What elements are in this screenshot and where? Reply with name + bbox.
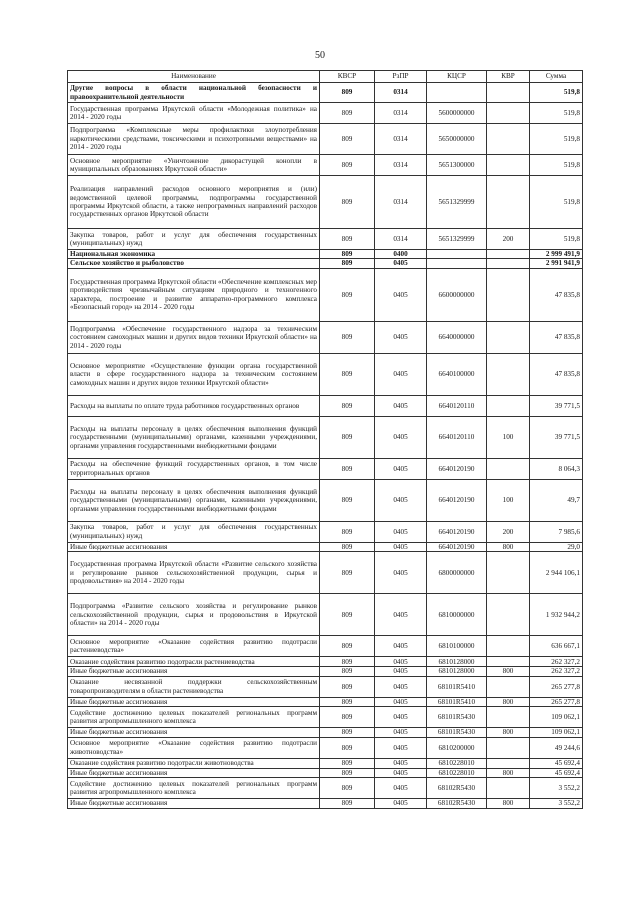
kcsr-cell <box>427 83 487 103</box>
kvsr-cell: 809 <box>320 155 375 176</box>
rzpr-cell: 0405 <box>375 268 427 321</box>
sum-cell: 2 944 106,1 <box>530 552 583 594</box>
name-cell: Государственная программа Иркутской области «Обеспечение комплексных мер противодействия чрезвычайным ситуациям природного и техногенного характера, построение и развитие аппаратно-программного комплекса «Безопасный город» на 2014 - 2020 годы <box>68 268 320 321</box>
kcsr-cell: 6810200000 <box>427 737 487 758</box>
sum-cell: 519,8 <box>530 155 583 176</box>
column-header-kvr: КВР <box>487 71 530 83</box>
sum-cell: 109 062,1 <box>530 707 583 728</box>
kcsr-cell: 5651329999 <box>427 229 487 250</box>
column-header-kcsr: КЦСР <box>427 71 487 83</box>
sum-cell: 3 552,2 <box>530 799 583 808</box>
kvsr-cell: 809 <box>320 768 375 777</box>
kcsr-cell: 6800000000 <box>427 552 487 594</box>
name-cell: Подпрограмма «Комплексные меры профилактики злоупотребления наркотическими средствами, токсическими и психотропными веществами» на 2014 - 2020 годы <box>68 124 320 155</box>
kvr-cell <box>487 737 530 758</box>
table-row <box>68 229 583 250</box>
kvsr-cell: 809 <box>320 542 375 551</box>
kvr-cell <box>487 124 530 155</box>
rzpr-cell: 0405 <box>375 259 427 268</box>
sum-cell: 262 327,2 <box>530 657 583 667</box>
kvr-cell <box>487 758 530 768</box>
name-cell: Оказание несвязанной поддержки сельскохозяйственным товаропроизводителям в области растениеводства <box>68 676 320 697</box>
rzpr-cell: 0405 <box>375 737 427 758</box>
rzpr-cell: 0405 <box>375 594 427 636</box>
name-cell: Сельское хозяйство и рыболовство <box>68 259 320 268</box>
rzpr-cell: 0405 <box>375 657 427 667</box>
sum-cell: 265 277,8 <box>530 676 583 697</box>
kcsr-cell: 68102R5430 <box>427 799 487 808</box>
sum-cell: 45 692,4 <box>530 758 583 768</box>
table-row <box>68 259 583 268</box>
rzpr-cell: 0405 <box>375 728 427 737</box>
kvr-cell <box>487 83 530 103</box>
name-cell: Основное мероприятие «Оказание содействия развитию подотрасли животноводства» <box>68 737 320 758</box>
kvr-cell <box>487 250 530 259</box>
kvr-cell <box>487 321 530 353</box>
sum-cell: 519,8 <box>530 103 583 124</box>
rzpr-cell: 0314 <box>375 103 427 124</box>
rzpr-cell: 0405 <box>375 458 427 479</box>
sum-cell: 47 835,8 <box>530 268 583 321</box>
page-number: 50 <box>315 50 325 61</box>
rzpr-cell: 0314 <box>375 83 427 103</box>
sum-cell: 2 999 491,9 <box>530 250 583 259</box>
table-header-row <box>68 71 583 83</box>
kvr-cell: 800 <box>487 728 530 737</box>
table-row <box>68 542 583 551</box>
kvsr-cell: 809 <box>320 229 375 250</box>
name-cell: Реализация направлений расходов основного мероприятия и (или) ведомственной целевой программы, подпрограммы государственной программы Иркутской области, а также непрограммных направлений расходов государственных органов Иркутской области <box>68 176 320 229</box>
kvsr-cell: 809 <box>320 799 375 808</box>
name-cell: Расходы на выплаты по оплате труда работников государственных органов <box>68 395 320 416</box>
rzpr-cell: 0314 <box>375 155 427 176</box>
kcsr-cell: 6640100000 <box>427 353 487 395</box>
kvr-cell: 100 <box>487 479 530 521</box>
rzpr-cell: 0405 <box>375 552 427 594</box>
kvr-cell <box>487 458 530 479</box>
table-row <box>68 657 583 667</box>
kcsr-cell: 6640120190 <box>427 479 487 521</box>
sum-cell: 8 064,3 <box>530 458 583 479</box>
column-header-name: Наименование <box>68 71 320 83</box>
kvr-cell: 800 <box>487 768 530 777</box>
table-row <box>68 250 583 259</box>
rzpr-cell: 0405 <box>375 676 427 697</box>
kcsr-cell <box>427 259 487 268</box>
rzpr-cell: 0405 <box>375 395 427 416</box>
name-cell: Государственная программа Иркутской области «Молодежная политика» на 2014 - 2020 годы <box>68 103 320 124</box>
name-cell: Подпрограмма «Развитие сельского хозяйства и регулирование рынков сельскохозяйственной продукции, сырья и продовольствия в Иркутской области» на 2014 - 2020 годы <box>68 594 320 636</box>
column-header-sum: Сумма <box>530 71 583 83</box>
name-cell: Иные бюджетные ассигнования <box>68 667 320 676</box>
sum-cell: 636 667,1 <box>530 636 583 657</box>
kvsr-cell: 809 <box>320 676 375 697</box>
kvsr-cell: 809 <box>320 667 375 676</box>
rzpr-cell: 0400 <box>375 250 427 259</box>
kvsr-cell: 809 <box>320 707 375 728</box>
kvsr-cell: 809 <box>320 259 375 268</box>
kcsr-cell: 68102R5430 <box>427 778 487 799</box>
kvr-cell <box>487 353 530 395</box>
sum-cell: 47 835,8 <box>530 321 583 353</box>
table-row <box>68 521 583 542</box>
kvsr-cell: 809 <box>320 758 375 768</box>
name-cell: Иные бюджетные ассигнования <box>68 697 320 706</box>
sum-cell: 39 771,5 <box>530 416 583 458</box>
sum-cell: 45 692,4 <box>530 768 583 777</box>
table-row <box>68 768 583 777</box>
name-cell: Иные бюджетные ассигнования <box>68 542 320 551</box>
kcsr-cell: 6640120190 <box>427 521 487 542</box>
sum-cell: 7 985,6 <box>530 521 583 542</box>
rzpr-cell: 0405 <box>375 758 427 768</box>
kvsr-cell: 809 <box>320 103 375 124</box>
sum-cell: 3 552,2 <box>530 778 583 799</box>
kcsr-cell: 6640120190 <box>427 542 487 551</box>
rzpr-cell: 0405 <box>375 778 427 799</box>
rzpr-cell: 0405 <box>375 799 427 808</box>
name-cell: Основное мероприятие «Оказание содействия развитию подотрасли растениеводства» <box>68 636 320 657</box>
table-row <box>68 176 583 229</box>
kvr-cell <box>487 657 530 667</box>
kvr-cell <box>487 552 530 594</box>
kvr-cell <box>487 594 530 636</box>
kvsr-cell: 809 <box>320 728 375 737</box>
sum-cell: 49 244,6 <box>530 737 583 758</box>
kvsr-cell: 809 <box>320 697 375 706</box>
kvsr-cell: 809 <box>320 458 375 479</box>
kcsr-cell: 5650000000 <box>427 124 487 155</box>
name-cell: Оказание содействия развитию подотрасли растениеводства <box>68 657 320 667</box>
kvr-cell <box>487 259 530 268</box>
kvsr-cell: 809 <box>320 83 375 103</box>
rzpr-cell: 0405 <box>375 353 427 395</box>
kvr-cell: 200 <box>487 521 530 542</box>
table-row <box>68 353 583 395</box>
kvsr-cell: 809 <box>320 737 375 758</box>
name-cell: Основное мероприятие «Осуществление функции органа государственной власти в сфере государственного надзора за техническим состоянием самоходных машин и других видов техники Иркутской области» <box>68 353 320 395</box>
table-row <box>68 458 583 479</box>
kvr-cell <box>487 155 530 176</box>
table-row <box>68 103 583 124</box>
sum-cell: 47 835,8 <box>530 353 583 395</box>
kvsr-cell: 809 <box>320 521 375 542</box>
sum-cell: 519,8 <box>530 124 583 155</box>
rzpr-cell: 0405 <box>375 697 427 706</box>
name-cell: Содействие достижению целевых показателей региональных программ развития агропромышленного комплекса <box>68 778 320 799</box>
kvsr-cell: 809 <box>320 353 375 395</box>
table-row <box>68 124 583 155</box>
table-row <box>68 321 583 353</box>
table-row <box>68 552 583 594</box>
name-cell: Расходы на выплаты персоналу в целях обеспечения выполнения функций государственными (муниципальными) органами, казенными учреждениями, органами управления государственными внебюджетными фондами <box>68 479 320 521</box>
rzpr-cell: 0405 <box>375 542 427 551</box>
kvsr-cell: 809 <box>320 176 375 229</box>
kcsr-cell: 6810128000 <box>427 667 487 676</box>
sum-cell: 265 277,8 <box>530 697 583 706</box>
kvr-cell <box>487 778 530 799</box>
sum-cell: 262 327,2 <box>530 667 583 676</box>
kvr-cell <box>487 103 530 124</box>
table-row <box>68 636 583 657</box>
name-cell: Основное мероприятие «Уничтожение дикорастущей конопли в муниципальных образованиях Иркутской области» <box>68 155 320 176</box>
kvr-cell <box>487 676 530 697</box>
table-row <box>68 155 583 176</box>
kvsr-cell: 809 <box>320 657 375 667</box>
kvr-cell <box>487 268 530 321</box>
table-row <box>68 268 583 321</box>
rzpr-cell: 0405 <box>375 667 427 676</box>
kcsr-cell: 5651300000 <box>427 155 487 176</box>
table-row <box>68 737 583 758</box>
kvsr-cell: 809 <box>320 552 375 594</box>
table-row <box>68 707 583 728</box>
rzpr-cell: 0314 <box>375 176 427 229</box>
kvsr-cell: 809 <box>320 395 375 416</box>
name-cell: Иные бюджетные ассигнования <box>68 799 320 808</box>
table-row <box>68 83 583 103</box>
kcsr-cell: 6810228010 <box>427 758 487 768</box>
table-row <box>68 594 583 636</box>
name-cell: Расходы на обеспечение функций государственных органов, в том числе территориальных органов <box>68 458 320 479</box>
table-row <box>68 697 583 706</box>
kvr-cell: 100 <box>487 416 530 458</box>
rzpr-cell: 0405 <box>375 521 427 542</box>
kcsr-cell: 68101R5410 <box>427 676 487 697</box>
rzpr-cell: 0314 <box>375 124 427 155</box>
kcsr-cell: 5600000000 <box>427 103 487 124</box>
kcsr-cell: 6600000000 <box>427 268 487 321</box>
kvr-cell: 800 <box>487 542 530 551</box>
name-cell: Другие вопросы в области национальной безопасности и правоохранительной деятельности <box>68 83 320 103</box>
sum-cell: 29,0 <box>530 542 583 551</box>
name-cell: Национальная экономика <box>68 250 320 259</box>
sum-cell: 39 771,5 <box>530 395 583 416</box>
table-row <box>68 799 583 808</box>
table-row <box>68 416 583 458</box>
kvsr-cell: 809 <box>320 268 375 321</box>
rzpr-cell: 0314 <box>375 229 427 250</box>
table-row <box>68 778 583 799</box>
kvsr-cell: 809 <box>320 778 375 799</box>
kvsr-cell: 809 <box>320 321 375 353</box>
sum-cell: 519,8 <box>530 83 583 103</box>
rzpr-cell: 0405 <box>375 416 427 458</box>
kvsr-cell: 809 <box>320 250 375 259</box>
rzpr-cell: 0405 <box>375 479 427 521</box>
name-cell: Закупка товаров, работ и услуг для обеспечения государственных (муниципальных) нужд <box>68 521 320 542</box>
table-row <box>68 667 583 676</box>
kvsr-cell: 809 <box>320 124 375 155</box>
kvr-cell: 800 <box>487 799 530 808</box>
kvsr-cell: 809 <box>320 636 375 657</box>
name-cell: Закупка товаров, работ и услуг для обеспечения государственных (муниципальных) нужд <box>68 229 320 250</box>
kcsr-cell: 6810100000 <box>427 636 487 657</box>
column-header-rzpr: РзПР <box>375 71 427 83</box>
table-row <box>68 758 583 768</box>
kcsr-cell: 6810128000 <box>427 657 487 667</box>
name-cell: Подпрограмма «Обеспечение государственного надзора за техническим состоянием самоходных машин и других видов техники Иркутской области» на 2014 - 2020 годы <box>68 321 320 353</box>
kcsr-cell: 6640120110 <box>427 416 487 458</box>
table-row <box>68 728 583 737</box>
kvr-cell: 800 <box>487 697 530 706</box>
kvsr-cell: 809 <box>320 594 375 636</box>
kvr-cell <box>487 707 530 728</box>
kcsr-cell: 5651329999 <box>427 176 487 229</box>
kvr-cell: 200 <box>487 229 530 250</box>
kvr-cell: 800 <box>487 667 530 676</box>
kvr-cell <box>487 176 530 229</box>
name-cell: Содействие достижению целевых показателей региональных программ развития агропромышленного комплекса <box>68 707 320 728</box>
table-row <box>68 395 583 416</box>
rzpr-cell: 0405 <box>375 768 427 777</box>
sum-cell: 519,8 <box>530 176 583 229</box>
kvsr-cell: 809 <box>320 416 375 458</box>
name-cell: Иные бюджетные ассигнования <box>68 768 320 777</box>
kvr-cell <box>487 395 530 416</box>
kvsr-cell: 809 <box>320 479 375 521</box>
name-cell: Расходы на выплаты персоналу в целях обеспечения выполнения функций государственными (муниципальными) органами, казенными учреждениями, органами управления государственными внебюджетными фондами <box>68 416 320 458</box>
column-header-kvsr: КВСР <box>320 71 375 83</box>
sum-cell: 2 991 941,9 <box>530 259 583 268</box>
rzpr-cell: 0405 <box>375 636 427 657</box>
name-cell: Иные бюджетные ассигнования <box>68 728 320 737</box>
kcsr-cell: 6640120190 <box>427 458 487 479</box>
rzpr-cell: 0405 <box>375 707 427 728</box>
name-cell: Государственная программа Иркутской области «Развитие сельского хозяйства и регулирование рынков сельскохозяйственной продукции, сырья и продовольствия» на 2014 - 2020 годы <box>68 552 320 594</box>
kcsr-cell <box>427 250 487 259</box>
table-row <box>68 676 583 697</box>
sum-cell: 1 932 944,2 <box>530 594 583 636</box>
kcsr-cell: 6810000000 <box>427 594 487 636</box>
kcsr-cell: 68101R5410 <box>427 697 487 706</box>
kcsr-cell: 68101R5430 <box>427 707 487 728</box>
sum-cell: 519,8 <box>530 229 583 250</box>
kcsr-cell: 6640000000 <box>427 321 487 353</box>
sum-cell: 109 062,1 <box>530 728 583 737</box>
budget-table <box>67 70 583 809</box>
kvr-cell <box>487 636 530 657</box>
kcsr-cell: 6640120110 <box>427 395 487 416</box>
table-row <box>68 479 583 521</box>
sum-cell: 49,7 <box>530 479 583 521</box>
kcsr-cell: 6810228010 <box>427 768 487 777</box>
name-cell: Оказание содействия развитию подотрасли животноводства <box>68 758 320 768</box>
rzpr-cell: 0405 <box>375 321 427 353</box>
kcsr-cell: 68101R5430 <box>427 728 487 737</box>
